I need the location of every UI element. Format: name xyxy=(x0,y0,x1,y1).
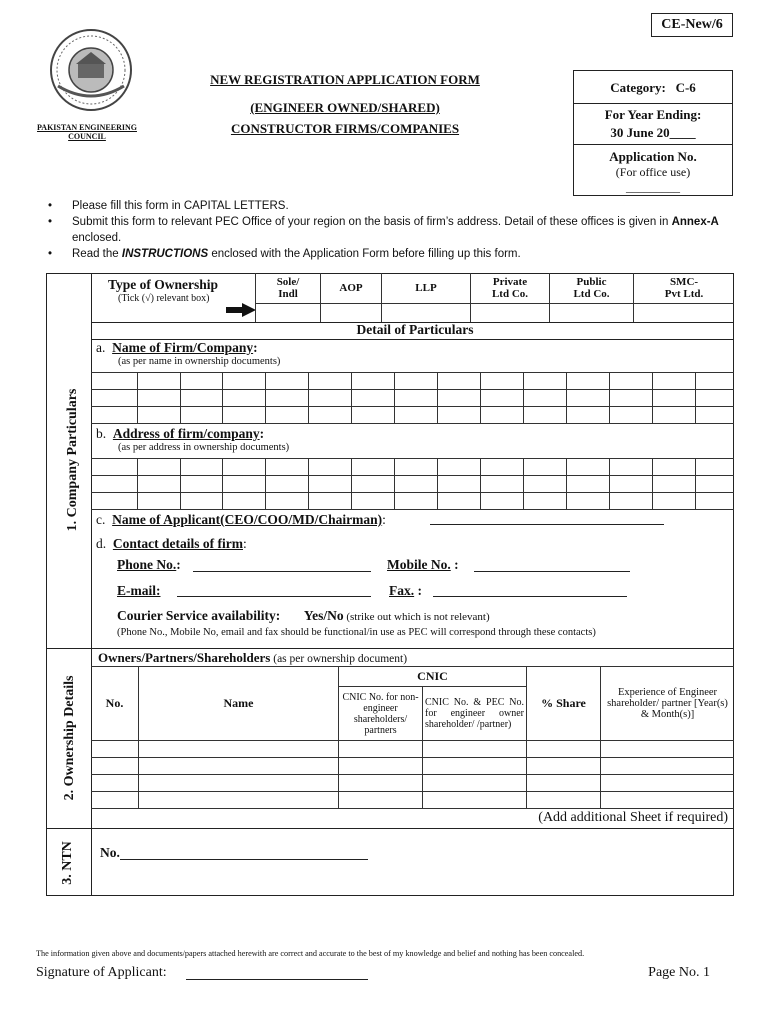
bullet-icon: • xyxy=(48,216,53,228)
phone-field[interactable] xyxy=(193,571,371,572)
item-colon: : xyxy=(382,512,386,527)
instruction-text-part: Read the xyxy=(72,248,122,260)
contact-note: (Phone No., Mobile No, email and fax should be functional/in use as PEC will correspond through these contacts) xyxy=(117,627,596,638)
item-title: Contact details of firm xyxy=(112,536,243,551)
courier-yes-no[interactable]: Yes/No xyxy=(303,608,344,623)
col-header-cnic-non-engineer: CNIC No. for non-engineer shareholders/ partners xyxy=(339,687,423,741)
section2-side-label: 2. Ownership Details xyxy=(62,675,77,801)
phone-colon: : xyxy=(176,557,181,572)
instructions-list xyxy=(48,198,728,262)
category-label: Category: xyxy=(610,80,666,95)
item-title: Address of firm/company xyxy=(112,426,260,441)
section-separator xyxy=(46,828,734,829)
item-title: Name of Firm/Company xyxy=(112,340,254,355)
tick-box-private[interactable] xyxy=(471,303,550,322)
signature-field[interactable] xyxy=(186,979,368,980)
mobile-label xyxy=(387,557,459,573)
category-value: C-6 xyxy=(675,80,696,95)
ownership-title: Type of Ownership xyxy=(108,277,219,292)
tick-box-public[interactable] xyxy=(550,303,634,322)
form-code: CE-New/6 xyxy=(651,13,733,37)
ownership-type-public: Public Ltd Co. xyxy=(550,273,634,303)
ntn-field[interactable] xyxy=(120,859,368,860)
col-header-cnic: CNIC xyxy=(339,667,527,687)
item-prefix: c. xyxy=(96,512,106,527)
mobile-field[interactable] xyxy=(474,571,630,572)
application-no-field[interactable]: _________ xyxy=(626,180,680,194)
tick-box-aop[interactable] xyxy=(321,303,382,322)
ownership-type-labels xyxy=(256,273,735,303)
category-row xyxy=(574,71,732,104)
address-note: (as per address in ownership documents) xyxy=(118,442,290,453)
year-ending-label: For Year Ending: xyxy=(604,107,702,122)
owners-heading-text: Owners/Partners/Shareholders xyxy=(98,650,271,665)
owner-row[interactable] xyxy=(91,741,734,758)
section-separator xyxy=(46,648,734,649)
form-subtitle-2: CONSTRUCTOR FIRMS/COMPANIES xyxy=(230,121,460,136)
owner-row[interactable] xyxy=(91,758,734,775)
applicant-name-field[interactable] xyxy=(430,524,664,525)
detail-heading: Detail of Particulars xyxy=(356,322,474,337)
ownership-type-sole: Sole/ Indl xyxy=(256,273,321,303)
col-header-experience: Experience of Engineer shareholder/ partner [Year(s) & Month(s)] xyxy=(601,667,735,741)
mobile-colon: : xyxy=(450,557,459,572)
form-title: NEW REGISTRATION APPLICATION FORM xyxy=(210,72,480,87)
item-prefix: d. xyxy=(96,536,107,551)
col-header-no: No. xyxy=(91,667,139,741)
application-no-note: (For office use) xyxy=(615,165,691,179)
form-subtitle-1: (ENGINEER OWNED/SHARED) xyxy=(250,100,440,115)
instruction-item xyxy=(48,214,728,246)
address-label xyxy=(96,426,264,442)
address-grid[interactable] xyxy=(91,458,734,510)
page-number: Page No. 1 xyxy=(648,965,710,980)
section3-side-label: 3. NTN xyxy=(60,841,75,885)
name-of-firm-note: (as per name in ownership documents) xyxy=(118,356,281,367)
col-header-cnic-engineer: CNIC No. & PEC No. for engineer owner shareholder/ /partner) xyxy=(423,687,527,741)
contact-details-label xyxy=(96,536,247,552)
ownership-type-private: Private Ltd Co. xyxy=(471,273,550,303)
instruction-text-part: enclosed with the Application Form before filling up this form. xyxy=(208,248,521,260)
instruction-item xyxy=(48,198,728,214)
ownership-type-table xyxy=(255,273,734,323)
logo-caption-line2: COUNCIL xyxy=(68,132,106,141)
owners-heading-note: (as per ownership document) xyxy=(270,653,408,665)
owners-heading xyxy=(98,650,407,666)
courier-note: (strike out which is not relevant) xyxy=(343,611,490,623)
item-title: Name of Applicant(CEO/COO/MD/Chairman) xyxy=(112,512,383,527)
owners-table xyxy=(91,666,734,809)
pec-logo xyxy=(36,26,146,118)
pec-seal-icon xyxy=(36,26,146,118)
phone-label xyxy=(117,557,181,573)
item-colon: : xyxy=(253,340,258,355)
fax-label-text: Fax. xyxy=(389,583,415,598)
logo-caption xyxy=(24,123,150,141)
owner-row[interactable] xyxy=(91,775,734,792)
instruction-text xyxy=(72,246,521,262)
ownership-tick-row[interactable] xyxy=(256,303,735,322)
item-prefix: a. xyxy=(96,340,106,355)
mobile-label-text: Mobile No. xyxy=(387,557,451,572)
fax-label xyxy=(389,583,422,599)
logo-caption-line1: PAKISTAN ENGINEERING xyxy=(37,123,137,132)
instruction-item xyxy=(48,246,728,262)
email-label: E-mail: xyxy=(117,583,161,598)
email-field[interactable] xyxy=(177,596,371,597)
tick-box-smc[interactable] xyxy=(634,303,735,322)
ownership-type-smc: SMC- Pvt Ltd. xyxy=(634,273,735,303)
tick-box-sole[interactable] xyxy=(256,303,321,322)
firm-name-grid[interactable] xyxy=(91,372,734,424)
item-colon: : xyxy=(259,426,265,441)
ownership-type-aop: AOP xyxy=(321,273,382,303)
courier-label: Courier Service availability: xyxy=(117,608,281,623)
bullet-icon: • xyxy=(48,200,53,212)
instruction-text-part: enclosed. xyxy=(72,232,122,244)
ntn-label: No. xyxy=(100,845,120,860)
item-colon: : xyxy=(242,536,247,551)
declaration-text: The information given above and documents/papers attached herewith are correct and accurate to the best of my knowledge and belief and nothing has been concealed. xyxy=(36,949,585,958)
application-no-label: Application No. xyxy=(609,149,697,164)
fax-field[interactable] xyxy=(433,596,627,597)
year-ending-value[interactable]: 30 June 20____ xyxy=(574,125,732,145)
owner-row[interactable] xyxy=(91,792,734,809)
tick-box-llp[interactable] xyxy=(382,303,471,322)
category-box xyxy=(573,70,733,196)
phone-label-text: Phone No. xyxy=(117,557,177,572)
instruction-text-part: Submit this form to relevant PEC Office of your region on the basis of firm’s address. Detail of these offices is given in xyxy=(72,216,672,228)
col-header-name: Name xyxy=(139,667,339,741)
add-sheet-note: (Add additional Sheet if required) xyxy=(538,810,728,825)
instructions-reference: INSTRUCTIONS xyxy=(121,248,209,260)
annex-reference: Annex-A xyxy=(671,216,719,228)
arrow-right-icon xyxy=(226,303,256,317)
courier-row xyxy=(117,608,490,624)
col-header-share: % Share xyxy=(527,667,601,741)
ownership-type-llp: LLP xyxy=(382,273,471,303)
ownership-note: (Tick (√) relevant box) xyxy=(118,293,210,304)
section1-side-label: 1. Company Particulars xyxy=(65,388,80,532)
instruction-text xyxy=(72,214,728,246)
name-of-firm-label xyxy=(96,340,258,356)
instruction-text: Please fill this form in CAPITAL LETTERS. xyxy=(72,200,289,212)
signature-label: Signature of Applicant: xyxy=(36,965,167,980)
applicant-name-label xyxy=(96,512,386,528)
bullet-icon: • xyxy=(48,248,53,260)
item-prefix: b. xyxy=(96,426,107,441)
fax-colon: : xyxy=(414,583,422,598)
